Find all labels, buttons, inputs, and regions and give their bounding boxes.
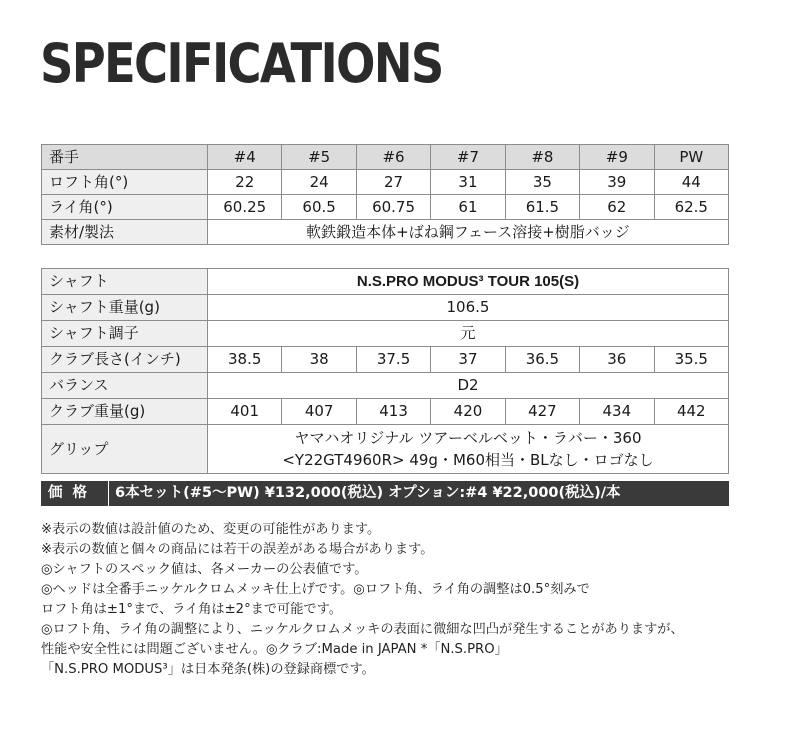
table-row bbox=[42, 220, 729, 245]
cell: #8 bbox=[505, 145, 579, 170]
table-row bbox=[42, 195, 729, 220]
cell: 61 bbox=[431, 195, 505, 220]
note-line: ※表示の数値は設計値のため、変更の可能性があります。 bbox=[41, 522, 381, 537]
cell: 427 bbox=[505, 399, 579, 425]
cell: 407 bbox=[282, 399, 356, 425]
note-line: ◎ヘッドは全番手ニッケルクロムメッキ仕上げです。◎ロフト角、ライ角の調整は0.5°刻みで bbox=[41, 582, 590, 597]
table-row bbox=[42, 425, 729, 474]
table-row bbox=[42, 170, 729, 195]
table-row bbox=[42, 145, 729, 170]
shaft-value: N.S.PRO MODUS³ TOUR 105(S) bbox=[208, 269, 729, 295]
table-row bbox=[42, 269, 729, 295]
cell: PW bbox=[654, 145, 728, 170]
row-label-club-weight: クラブ重量(g) bbox=[42, 399, 208, 425]
price-label: 価格 bbox=[48, 485, 97, 501]
cell: 37 bbox=[431, 347, 505, 373]
row-label-number: 番手 bbox=[42, 145, 208, 170]
cell: #5 bbox=[282, 145, 356, 170]
cell: 401 bbox=[208, 399, 282, 425]
cell: 36 bbox=[580, 347, 654, 373]
table-row bbox=[42, 373, 729, 399]
note-line: ◎シャフトのスペック値は、各メーカーの公表値です。 bbox=[41, 562, 368, 577]
cell: 60.25 bbox=[208, 195, 282, 220]
cell: 60.75 bbox=[356, 195, 430, 220]
note-line: ロフト角は±1°まで、ライ角は±2°まで可能です。 bbox=[41, 602, 342, 617]
cell: 420 bbox=[431, 399, 505, 425]
row-label-material: 素材/製法 bbox=[42, 220, 208, 245]
row-label-shaft-weight: シャフト重量(g) bbox=[42, 295, 208, 321]
cell: #9 bbox=[580, 145, 654, 170]
cell: 38.5 bbox=[208, 347, 282, 373]
cell: 36.5 bbox=[505, 347, 579, 373]
cell: 434 bbox=[580, 399, 654, 425]
row-label-shaft-flex: シャフト調子 bbox=[42, 321, 208, 347]
note-line: 「N.S.PRO MODUS³」は日本発条(株)の登録商標です。 bbox=[41, 662, 375, 677]
row-label-loft: ロフト角(°) bbox=[42, 170, 208, 195]
row-label-shaft: シャフト bbox=[42, 269, 208, 295]
spec-table-shaft bbox=[41, 268, 729, 474]
cell: #6 bbox=[356, 145, 430, 170]
cell: #7 bbox=[431, 145, 505, 170]
material-value: 軟鉄鍛造本体+ばね鋼フェース溶接+樹脂バッジ bbox=[208, 220, 729, 245]
row-label-grip: グリップ bbox=[42, 425, 208, 474]
cell: 60.5 bbox=[282, 195, 356, 220]
row-label-club-length: クラブ長さ(インチ) bbox=[42, 347, 208, 373]
cell: 31 bbox=[431, 170, 505, 195]
cell: 62.5 bbox=[654, 195, 728, 220]
cell: #4 bbox=[208, 145, 282, 170]
table-row bbox=[42, 321, 729, 347]
balance-value: D2 bbox=[208, 373, 729, 399]
shaft-flex-value: 元 bbox=[208, 321, 729, 347]
cell: 62 bbox=[580, 195, 654, 220]
table-row bbox=[42, 347, 729, 373]
cell: 44 bbox=[654, 170, 728, 195]
cell: 38 bbox=[282, 347, 356, 373]
cell: 24 bbox=[282, 170, 356, 195]
cell: 413 bbox=[356, 399, 430, 425]
shaft-weight-value: 106.5 bbox=[208, 295, 729, 321]
price-divider bbox=[108, 481, 109, 506]
row-label-balance: バランス bbox=[42, 373, 208, 399]
grip-value bbox=[208, 425, 729, 474]
cell: 35 bbox=[505, 170, 579, 195]
cell: 442 bbox=[654, 399, 728, 425]
row-label-lie: ライ角(°) bbox=[42, 195, 208, 220]
page-title: SPECIFICATIONS bbox=[40, 32, 443, 95]
cell: 37.5 bbox=[356, 347, 430, 373]
spec-table-head bbox=[41, 144, 729, 245]
cell: 35.5 bbox=[654, 347, 728, 373]
cell: 27 bbox=[356, 170, 430, 195]
note-line: ※表示の数値と個々の商品には若干の誤差がある場合があります。 bbox=[41, 542, 434, 557]
note-line: 性能や安全性には問題ございません。◎クラブ:Made in JAPAN *「N.S.PRO」 bbox=[41, 642, 508, 657]
cell: 39 bbox=[580, 170, 654, 195]
price-text: 6本セット(#5〜PW) ¥132,000(税込) オプション:#4 ¥22,000(税込)/本 bbox=[115, 485, 621, 501]
cell: 22 bbox=[208, 170, 282, 195]
grip-line-2: <Y22GT4960R> 49g・M60相当・BLなし・ロゴなし bbox=[282, 451, 654, 469]
cell: 61.5 bbox=[505, 195, 579, 220]
price-bar bbox=[41, 481, 729, 506]
table-row bbox=[42, 295, 729, 321]
note-line: ◎ロフト角、ライ角の調整により、ニッケルクロムメッキの表面に微細な凹凸が発生することがありますが、 bbox=[41, 622, 684, 637]
table-row bbox=[42, 399, 729, 425]
notes bbox=[41, 520, 781, 680]
grip-line-1: ヤマハオリジナル ツアーベルベット・ラバー・360 bbox=[294, 429, 642, 447]
